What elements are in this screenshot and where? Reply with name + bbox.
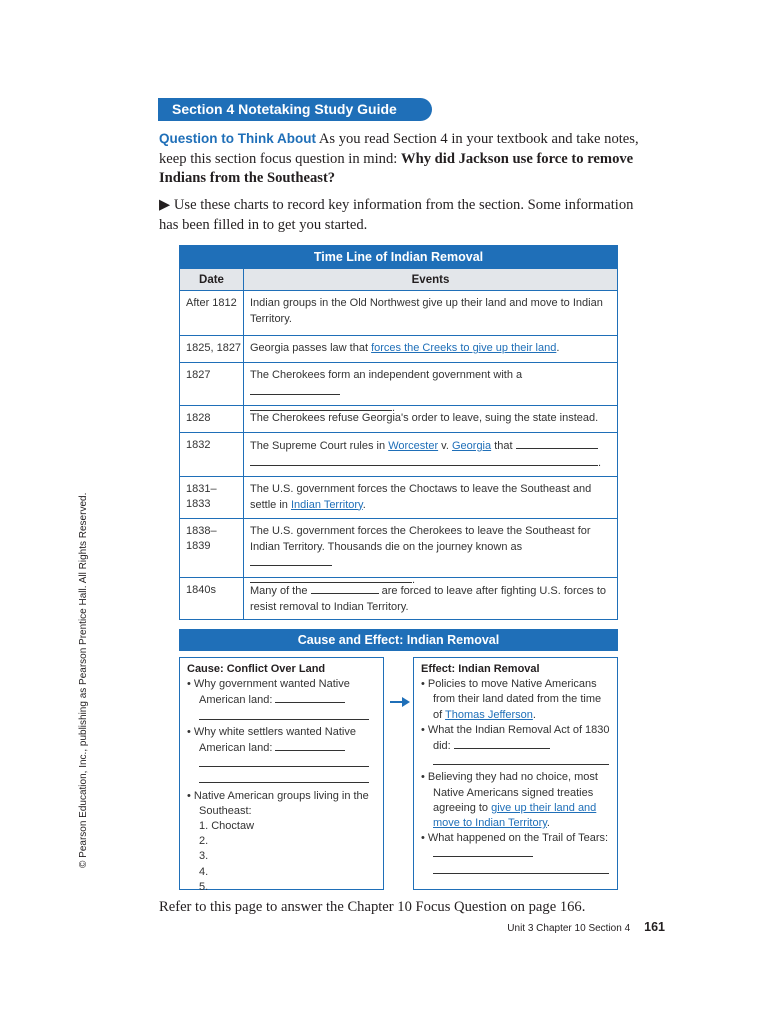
table-row: 1825, 1827 Georgia passes law that forces the Creeks to give up their land. [180, 335, 617, 362]
table-row: 1840s Many of the are forced to leave after fighting U.S. forces to resist removal to Indian Territory. [180, 577, 617, 619]
section-tab: Section 4 Notetaking Study Guide [158, 98, 432, 121]
list-item: • Believing they had no choice, most Native Americans signed treaties agreeing to give up their land and move to Indian Territory. [421, 771, 598, 830]
col-date: Date [180, 269, 244, 290]
table-row: 1828 The Cherokees refuse Georgia's order to leave, suing the state instead. [180, 405, 617, 432]
answer-blank[interactable] [433, 754, 609, 765]
question-label: Question to Think About [159, 131, 316, 146]
timeline-title: Time Line of Indian Removal [180, 246, 617, 268]
timeline-table [179, 245, 618, 620]
cause-heading: Cause: Conflict Over Land [187, 663, 326, 675]
answer-fill: forces the Creeks to give up their land [371, 342, 557, 354]
effect-heading: Effect: Indian Removal [421, 663, 540, 675]
question-focus: Why did Jackson use force to remove Indians from the Southeast? [159, 150, 634, 186]
effect-box [413, 657, 618, 890]
answer-blank[interactable] [250, 555, 332, 566]
table-row: After 1812 Indian groups in the Old Northwest give up their land and move to Indian Territory. [180, 290, 617, 335]
answer-blank[interactable] [311, 583, 379, 594]
answer-blank[interactable] [433, 846, 533, 857]
cause-effect-title: Cause and Effect: Indian Removal [179, 629, 618, 651]
col-events: Events [411, 274, 450, 286]
arrow-right-icon [389, 695, 411, 709]
answer-blank[interactable] [275, 740, 345, 751]
answer-fill: Worcester [388, 440, 439, 452]
list-item: • What happened on the Trail of Tears: [421, 831, 610, 862]
answer-fill: move to Indian Territory [433, 817, 547, 830]
list-item: • Why government wanted Native American land: [187, 678, 350, 707]
answer-blank[interactable] [454, 738, 550, 749]
page-number: 161 [644, 920, 665, 934]
list-item: • What the Indian Removal Act of 1830 did: [421, 723, 610, 753]
answer-blank[interactable] [199, 709, 369, 720]
answer-fill: Georgia [451, 440, 492, 452]
answer-blank[interactable] [199, 772, 369, 783]
answer-blank[interactable] [275, 692, 345, 703]
footer-note: Refer to this page to answer the Chapter 10 Focus Question on page 166. [159, 899, 586, 915]
answer-blank[interactable] [516, 438, 598, 449]
timeline-header [180, 268, 617, 290]
list-item: • Policies to move Native Americans from their land dated from the time of Thomas Jefferson. [421, 678, 602, 721]
answer-fill: Indian Territory [290, 498, 363, 511]
page-footer [507, 920, 665, 934]
list-item: • Native American groups living in the Southeast: [187, 789, 369, 817]
table-row: 1832 The Supreme Court rules in Worcester v. Georgia that . [180, 432, 617, 476]
focus-question [159, 129, 639, 189]
page-label: Unit 3 Chapter 10 Section 4 [507, 923, 631, 934]
table-row: 1831– 1833 The U.S. government forces the Choctaws to leave the Southeast and settle in Indian Territory. [180, 476, 617, 518]
table-row: 1827 The Cherokees form an independent government with a . [180, 362, 617, 405]
answer-fill: give up their land and [491, 801, 597, 814]
answer-blank[interactable] [199, 756, 369, 767]
list-item: • Why white settlers wanted Native American land: [187, 725, 356, 755]
question-text: As you read Section 4 in your textbook and take notes, keep this section focus question in mind: [159, 131, 639, 167]
instructions: ▶ Use these charts to record key information from the section. Some information has been filled in to get you started. [159, 197, 634, 233]
copyright-notice: © Pearson Education, Inc., publishing as Pearson Prentice Hall. All Rights Reserved. [78, 492, 89, 868]
answer-blank[interactable] [250, 455, 598, 466]
cause-box: Cause: Conflict Over Land • Why government wanted Native American land: • Why white settlers wanted Native American land: • Native American groups living in the Southeast: 1. Choctaw 2. 3. 4. 5. [179, 657, 384, 890]
table-row: 1838– 1839 The U.S. government forces the Cherokees to leave the Southeast for Indian Territory. Thousands die on the journey known as . [180, 518, 617, 577]
answer-blank[interactable] [433, 863, 609, 874]
answer-fill: Thomas Jefferson [445, 708, 533, 721]
answer-blank[interactable] [250, 384, 340, 395]
